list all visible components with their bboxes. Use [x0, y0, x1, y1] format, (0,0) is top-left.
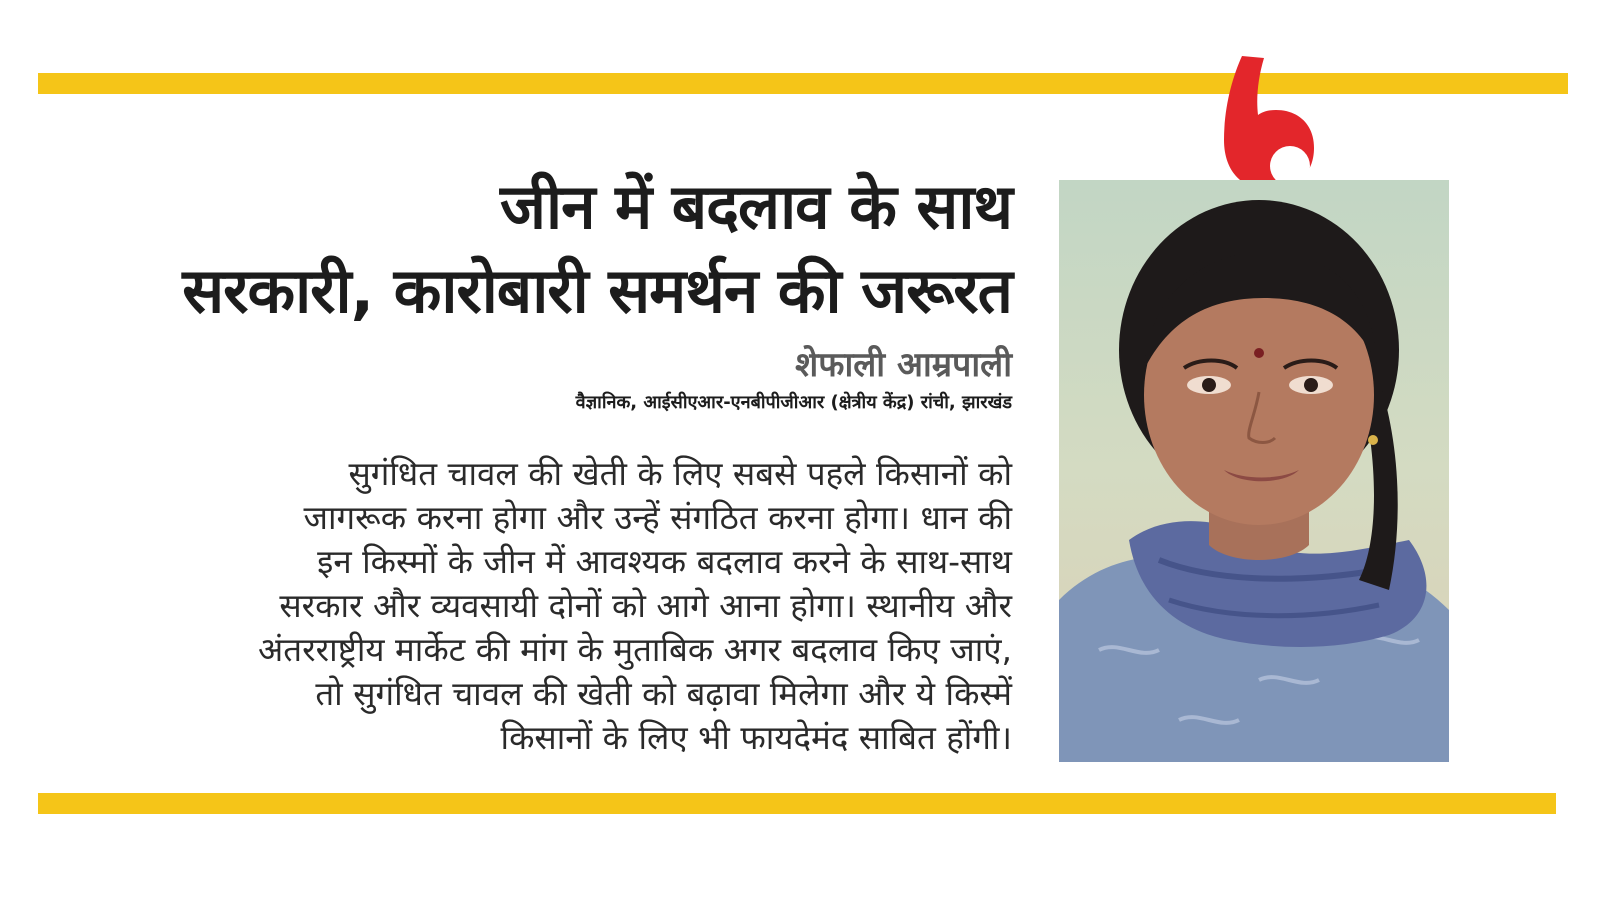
- quote-line-2: जागरूक करना होगा और उन्हें संगठित करना होगा। धान की: [303, 498, 1012, 537]
- quote-mark-logo-icon: [1212, 48, 1324, 198]
- headline-line-1: जीन में बदलाव के साथ: [500, 170, 1012, 243]
- quote-line-4: सरकार और व्यवसायी दोनों को आगे आना होगा। स्थानीय और: [279, 586, 1012, 625]
- headline: [112, 165, 1012, 333]
- headline-line-2: सरकारी, कारोबारी समर्थन की जरूरत: [182, 254, 1012, 327]
- author-role: वैज्ञानिक, आईसीएआर-एनबीपीजीआर (क्षेत्रीय केंद्र) रांची, झारखंड: [575, 392, 1012, 413]
- quote-line-6: तो सुगंधित चावल की खेती को बढ़ावा मिलेगा और ये किस्में: [315, 674, 1012, 713]
- author-name: शेफाली आम्रपाली: [795, 345, 1012, 385]
- bottom-yellow-rule: [38, 793, 1556, 814]
- quote-line-5: अंतरराष्ट्रीय मार्केट की मांग के मुताबिक अगर बदलाव किए जाएं,: [258, 630, 1012, 669]
- quote-line-7: किसानों के लिए भी फायदेमंद साबित होंगी।: [500, 718, 1012, 757]
- top-yellow-rule: [38, 73, 1568, 94]
- quote-body: [132, 452, 1012, 760]
- quote-line-1: सुगंधित चावल की खेती के लिए सबसे पहले किसानों को: [348, 454, 1012, 493]
- quote-line-3: इन किस्मों के जीन में आवश्यक बदलाव करने के साथ-साथ: [317, 542, 1012, 581]
- portrait-photo: [1059, 180, 1449, 762]
